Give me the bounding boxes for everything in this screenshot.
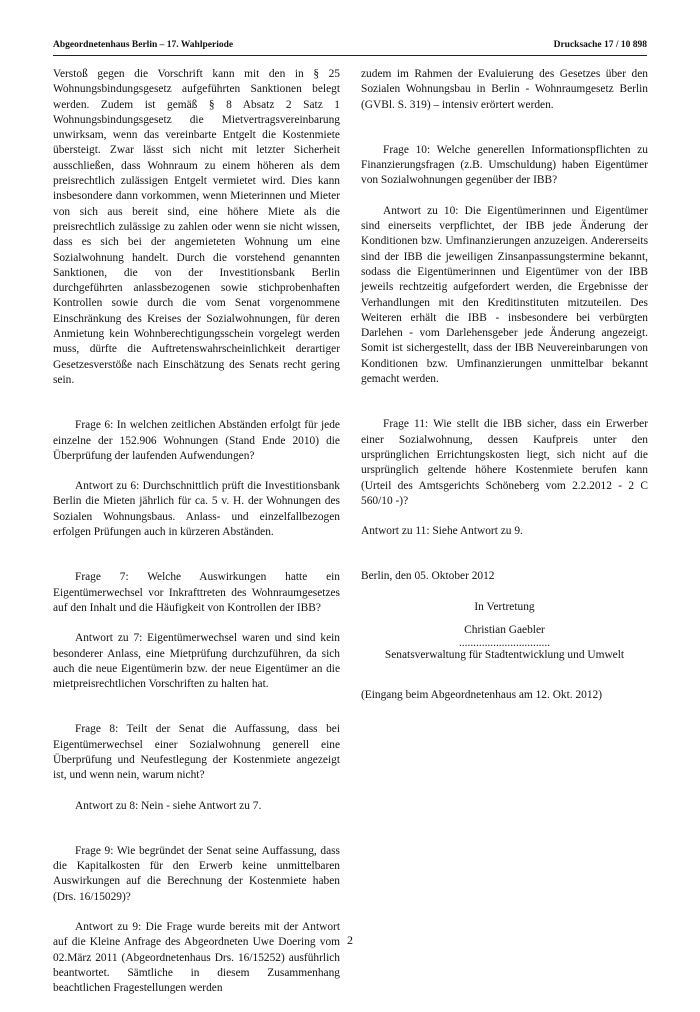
paragraph-continuation: Verstoß gegen die Vorschrift kann mit den in § 25 Wohnungsbindungsgesetz aufgeführten Sanktionen belegt werden. Zudem ist gemäß § 8 Absatz 2 Satz 1 Wohnungsbindungsgesetz die Mietvertragsvereinbarung unwirksam, wenn das vereinbarte Entgelt die Kostenmiete übersteigt. Zwar lässt sich nicht mit letzter Sicherheit ausschließen, dass Wohnraum zu einem höheren als dem preisrechtlich zulässigen Entgelt vermietet wird. Dies kann insbesondere dann vorkommen, wenn Mieterinnen und Mieter von sich aus bereit sind, eine höhere Miete als die preisrechtlich zulässige zu zahlen oder wenn sie nicht wissen, dass es sich bei der angemieteten Wohnung um eine Sozialwohnung handelt. Durch die vorstehend genannten Sanktionen, die von der Investitionsbank Berlin durchgeführten anlassbezogenen sowie stichprobenhaften Kontrollen sowie durch die vom Senat vorgenommene Einschränkung des Kreises der Sozialwohnungen, für deren Anmietung kein Wohnberechtigungsschein vorgelegt werden muss, dürfte die Auftretenswahrscheinlichkeit derartiger Gesetzesverstöße nach Einschätzung des Senats recht gering sein.: [53, 68, 340, 386]
right-column: [361, 67, 648, 718]
received-note: (Eingang beim Abgeordnetenhaus am 12. Okt. 2012): [361, 688, 603, 701]
answer-10: Antwort zu 10: Die Eigentümerinnen und Eigentümer sind einerseits verpflichtet, der IBB jede Änderung der Konditionen bzw. Umfinanzierungen anzuzeigen. Andererseits sind der IBB die jeweiligen Zinsanpassungstermine bekannt, sodass die Eigentümerinnen und Eigentümer von der IBB jeweils rechtzeitig aufgefordert werden, die Ergebnisse der Verhandlungen mit den Kreditinstituten mitzuteilen. Des Weiteren erhält die IBB - insbesondere bei verbürgten Darlehen - vom Darlehensgeber jede Änderung angezeigt. Somit ist sichergestellt, dass der IBB Neuvereinbarungen von Konditionen bzw. Umfinanzierungen unmittelbar bekannt gemacht werden.: [361, 204, 648, 386]
question-8: Frage 8: Teilt der Senat die Auffassung, dass bei Eigentümerwechsel einer Sozialwohnung generell eine Überprüfung und Neufestlegung der Kostenmiete angezeigt ist, und wenn nein, warum nicht?: [53, 723, 340, 782]
signatory-name: Christian Gaebler: [464, 624, 545, 637]
department: Senatsverwaltung für Stadtentwicklung und Umwelt: [384, 649, 625, 662]
question-6: Frage 6: In welchen zeitlichen Abständen erfolgt für jede einzelne der 152.906 Wohnungen (Stand Ende 2010) die Überprüfung der laufenden Aufwendungen?: [53, 419, 340, 462]
answer-9-continuation: zudem im Rahmen der Evaluierung des Gesetzes über den Sozialen Wohnungsbau in Berlin - Wohnraumgesetz Berlin (GVBl. S. 319) – intensiv erörtert werden.: [361, 68, 648, 111]
place-date: Berlin, den 05. Oktober 2012: [361, 570, 495, 583]
left-column: [53, 67, 340, 1012]
question-11: Frage 11: Wie stellt die IBB sicher, dass ein Erwerber einer Sozialwohnung, dessen Kaufpreis unter den ursprünglichen Errichtungskosten liegt, sich nicht auf die ursprünglich geltende höhere Kostenmiete berufen kann (Urteil des Amtsgerichts Schöneberg vom 2.2.2012 - 2 C 560/10 -)?: [361, 418, 648, 507]
answer-9: Antwort zu 9: Die Frage wurde bereits mit der Antwort auf die Kleine Anfrage des Abgeordneten Uwe Doering vom 02.März 2011 (Abgeordnetenhaus Drs. 16/15252) ausführlich beantwortet. Sämtliche in diesem Zusammenhang beachtlichen Fragestellungen werden: [53, 921, 340, 995]
in-vertretung: In Vertretung: [474, 600, 535, 613]
page-header: [53, 40, 647, 50]
question-10: Frage 10: Welche generellen Informationspflichten zu Finanzierungsfragen (z.B. Umschuldung) haben Eigentümer von Sozialwohnungen gegenüber der IBB?: [361, 143, 648, 187]
header-rule: [53, 55, 647, 56]
signature-dots: ................................: [458, 637, 551, 650]
header-left: Abgeordnetenhaus Berlin – 17. Wahlperiode: [53, 40, 234, 50]
page-number: 2: [347, 933, 353, 947]
answer-11: Antwort zu 11: Siehe Antwort zu 9.: [361, 525, 523, 538]
answer-8: Antwort zu 8: Nein - siehe Antwort zu 7.: [75, 799, 262, 812]
header-right: Drucksache 17 / 10 898: [553, 40, 647, 50]
answer-6: Antwort zu 6: Durchschnittlich prüft die Investitionsbank Berlin die Mieten jährlich für ca. 5 v. H. der Wohnungen des Sozialen Wohnungsbaus. Anlass- und einzelfallbezogen erfolgen Prüfungen auch in kürzeren Abständen.: [53, 480, 340, 539]
question-9: Frage 9: Wie begründet der Senat seine Auffassung, dass die Kapitalkosten für den Erwerb keine unmittelbaren Auswirkungen auf die Berechnung der Kostenmiete haben (Drs. 16/15029)?: [53, 844, 340, 903]
question-7: Frage 7: Welche Auswirkungen hatte ein Eigentümerwechsel vor Inkrafttreten des Wohnraumgesetzes auf den Inhalt und die Häufigkeit von Kontrollen der IBB?: [53, 571, 340, 614]
answer-7: Antwort zu 7: Eigentümerwechsel waren und sind kein besonderer Anlass, eine Mietprüfung durchzuführen, da sich auch die neue Eigentümerin bzw. der neue Eigentümer an die mietpreisrechtlichen Vorschriften zu halten hat.: [53, 632, 340, 691]
